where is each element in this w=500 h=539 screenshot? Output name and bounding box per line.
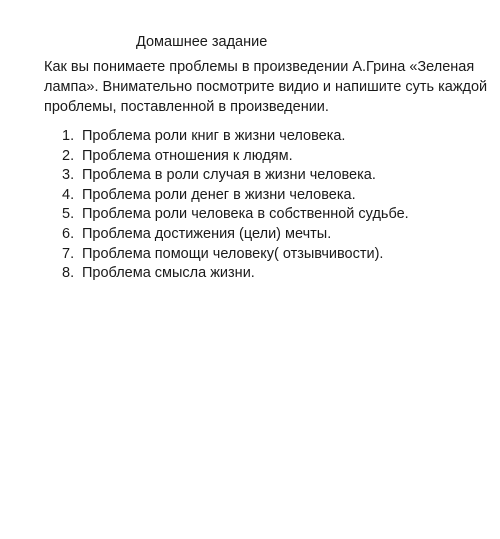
list-item-text: Проблема достижения (цели) мечты. (82, 225, 332, 242)
list-item-number: 2. (62, 147, 75, 164)
list-item (62, 225, 409, 245)
list-item (62, 205, 409, 225)
list-item (62, 245, 409, 265)
list-item-number: 7. (62, 245, 75, 262)
list-item-text: Проблема смысла жизни. (82, 265, 255, 282)
list-item-text: Проблема роли книг в жизни человека. (82, 128, 346, 144)
list-item (62, 186, 409, 206)
list-item-number: 3. (62, 167, 75, 184)
list-item (62, 166, 409, 186)
list-item-text: Проблема в роли случая в жизни человека. (82, 167, 376, 184)
list-item (62, 264, 409, 284)
list-item-number: 8. (62, 265, 75, 282)
list-item-text: Проблема отношения к людям. (82, 147, 293, 164)
list-item-number: 5. (62, 206, 75, 223)
list-item-number: 6. (62, 225, 75, 242)
list-item-number: 1. (62, 128, 75, 144)
problems-list (62, 127, 409, 284)
assignment-intro (44, 57, 492, 117)
intro-line: Как вы понимаете проблемы в произведении А.Грина «Зеленая (44, 59, 475, 75)
document-title: Домашнее задание (136, 34, 268, 50)
list-item-number: 4. (62, 186, 75, 203)
list-item (62, 127, 409, 147)
list-item-text: Проблема роли денег в жизни человека. (82, 186, 356, 203)
intro-line: проблемы, поставленной в произведении. (44, 99, 329, 115)
list-item-text: Проблема помощи человеку( отзывчивости). (82, 245, 384, 262)
list-item-text: Проблема роли человека в собственной судьбе. (82, 206, 409, 223)
intro-line: лампа». Внимательно посмотрите видио и напишите суть каждой (44, 79, 488, 95)
list-item (62, 147, 409, 167)
